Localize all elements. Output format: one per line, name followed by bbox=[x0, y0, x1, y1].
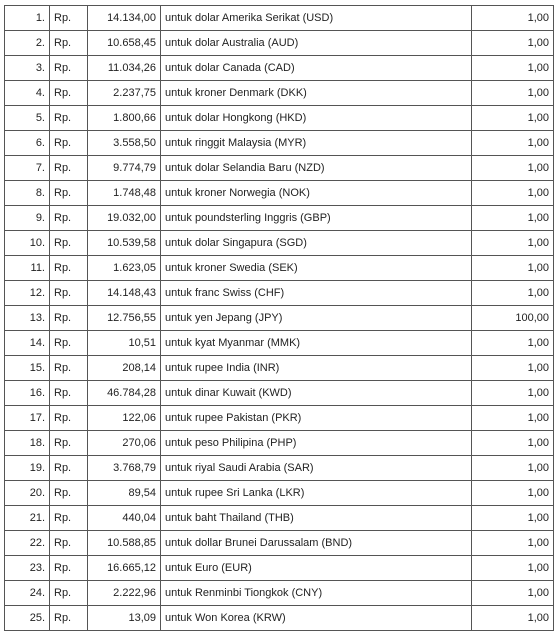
table-row bbox=[5, 256, 554, 281]
currency-prefix: Rp. bbox=[50, 281, 88, 306]
rate-value: 13,09 bbox=[88, 606, 161, 631]
currency-description: untuk peso Philipina (PHP) bbox=[161, 431, 472, 456]
rate-value: 208,14 bbox=[88, 356, 161, 381]
currency-prefix: Rp. bbox=[50, 331, 88, 356]
row-number: 11. bbox=[5, 256, 50, 281]
table-row bbox=[5, 6, 554, 31]
unit-amount: 1,00 bbox=[472, 106, 554, 131]
currency-prefix: Rp. bbox=[50, 356, 88, 381]
table-row bbox=[5, 431, 554, 456]
currency-description: untuk kroner Norwegia (NOK) bbox=[161, 181, 472, 206]
currency-prefix: Rp. bbox=[50, 406, 88, 431]
row-number: 3. bbox=[5, 56, 50, 81]
unit-amount: 1,00 bbox=[472, 381, 554, 406]
currency-description: untuk franc Swiss (CHF) bbox=[161, 281, 472, 306]
currency-description: untuk Won Korea (KRW) bbox=[161, 606, 472, 631]
currency-description: untuk Euro (EUR) bbox=[161, 556, 472, 581]
row-number: 7. bbox=[5, 156, 50, 181]
unit-amount: 100,00 bbox=[472, 306, 554, 331]
row-number: 21. bbox=[5, 506, 50, 531]
row-number: 17. bbox=[5, 406, 50, 431]
currency-prefix: Rp. bbox=[50, 256, 88, 281]
currency-prefix: Rp. bbox=[50, 581, 88, 606]
rate-value: 122,06 bbox=[88, 406, 161, 431]
rate-value: 1.800,66 bbox=[88, 106, 161, 131]
table-row bbox=[5, 456, 554, 481]
currency-prefix: Rp. bbox=[50, 6, 88, 31]
unit-amount: 1,00 bbox=[472, 206, 554, 231]
rate-value: 3.768,79 bbox=[88, 456, 161, 481]
table-row bbox=[5, 156, 554, 181]
rate-value: 1.748,48 bbox=[88, 181, 161, 206]
currency-prefix: Rp. bbox=[50, 231, 88, 256]
row-number: 22. bbox=[5, 531, 50, 556]
table-row bbox=[5, 106, 554, 131]
unit-amount: 1,00 bbox=[472, 231, 554, 256]
unit-amount: 1,00 bbox=[472, 606, 554, 631]
unit-amount: 1,00 bbox=[472, 331, 554, 356]
rate-value: 3.558,50 bbox=[88, 131, 161, 156]
table-row bbox=[5, 531, 554, 556]
row-number: 5. bbox=[5, 106, 50, 131]
table-row bbox=[5, 581, 554, 606]
currency-prefix: Rp. bbox=[50, 431, 88, 456]
row-number: 19. bbox=[5, 456, 50, 481]
unit-amount: 1,00 bbox=[472, 456, 554, 481]
currency-description: untuk riyal Saudi Arabia (SAR) bbox=[161, 456, 472, 481]
rate-value: 10,51 bbox=[88, 331, 161, 356]
unit-amount: 1,00 bbox=[472, 531, 554, 556]
row-number: 16. bbox=[5, 381, 50, 406]
row-number: 25. bbox=[5, 606, 50, 631]
currency-prefix: Rp. bbox=[50, 206, 88, 231]
row-number: 18. bbox=[5, 431, 50, 456]
rate-value: 10.658,45 bbox=[88, 31, 161, 56]
row-number: 8. bbox=[5, 181, 50, 206]
table-row bbox=[5, 556, 554, 581]
currency-description: untuk rupee Pakistan (PKR) bbox=[161, 406, 472, 431]
currency-description: untuk kroner Swedia (SEK) bbox=[161, 256, 472, 281]
currency-prefix: Rp. bbox=[50, 556, 88, 581]
currency-description: untuk Renminbi Tiongkok (CNY) bbox=[161, 581, 472, 606]
currency-prefix: Rp. bbox=[50, 156, 88, 181]
rate-value: 440,04 bbox=[88, 506, 161, 531]
table-row bbox=[5, 231, 554, 256]
row-number: 14. bbox=[5, 331, 50, 356]
table-row bbox=[5, 506, 554, 531]
currency-prefix: Rp. bbox=[50, 81, 88, 106]
currency-description: untuk dolar Canada (CAD) bbox=[161, 56, 472, 81]
table-row bbox=[5, 206, 554, 231]
unit-amount: 1,00 bbox=[472, 506, 554, 531]
row-number: 1. bbox=[5, 6, 50, 31]
table-row bbox=[5, 331, 554, 356]
unit-amount: 1,00 bbox=[472, 256, 554, 281]
unit-amount: 1,00 bbox=[472, 56, 554, 81]
table-row bbox=[5, 281, 554, 306]
rate-value: 14.134,00 bbox=[88, 6, 161, 31]
row-number: 20. bbox=[5, 481, 50, 506]
currency-prefix: Rp. bbox=[50, 31, 88, 56]
row-number: 23. bbox=[5, 556, 50, 581]
unit-amount: 1,00 bbox=[472, 356, 554, 381]
table-row bbox=[5, 31, 554, 56]
rate-value: 2.222,96 bbox=[88, 581, 161, 606]
table-row bbox=[5, 606, 554, 631]
currency-prefix: Rp. bbox=[50, 531, 88, 556]
row-number: 24. bbox=[5, 581, 50, 606]
unit-amount: 1,00 bbox=[472, 81, 554, 106]
currency-description: untuk baht Thailand (THB) bbox=[161, 506, 472, 531]
table-row bbox=[5, 356, 554, 381]
row-number: 4. bbox=[5, 81, 50, 106]
row-number: 13. bbox=[5, 306, 50, 331]
rate-value: 16.665,12 bbox=[88, 556, 161, 581]
currency-prefix: Rp. bbox=[50, 56, 88, 81]
currency-prefix: Rp. bbox=[50, 306, 88, 331]
currency-prefix: Rp. bbox=[50, 381, 88, 406]
exchange-rates-table bbox=[4, 5, 554, 631]
currency-description: untuk poundsterling Inggris (GBP) bbox=[161, 206, 472, 231]
rate-value: 14.148,43 bbox=[88, 281, 161, 306]
currency-description: untuk dolar Singapura (SGD) bbox=[161, 231, 472, 256]
rate-value: 10.539,58 bbox=[88, 231, 161, 256]
unit-amount: 1,00 bbox=[472, 281, 554, 306]
unit-amount: 1,00 bbox=[472, 481, 554, 506]
table-row bbox=[5, 131, 554, 156]
rate-value: 270,06 bbox=[88, 431, 161, 456]
table-row bbox=[5, 181, 554, 206]
unit-amount: 1,00 bbox=[472, 31, 554, 56]
currency-description: untuk dolar Hongkong (HKD) bbox=[161, 106, 472, 131]
currency-prefix: Rp. bbox=[50, 131, 88, 156]
unit-amount: 1,00 bbox=[472, 406, 554, 431]
currency-prefix: Rp. bbox=[50, 481, 88, 506]
rate-value: 1.623,05 bbox=[88, 256, 161, 281]
currency-prefix: Rp. bbox=[50, 181, 88, 206]
currency-description: untuk dolar Australia (AUD) bbox=[161, 31, 472, 56]
rate-value: 11.034,26 bbox=[88, 56, 161, 81]
table-row bbox=[5, 381, 554, 406]
rate-value: 89,54 bbox=[88, 481, 161, 506]
currency-description: untuk ringgit Malaysia (MYR) bbox=[161, 131, 472, 156]
rate-value: 19.032,00 bbox=[88, 206, 161, 231]
table-row bbox=[5, 56, 554, 81]
currency-prefix: Rp. bbox=[50, 506, 88, 531]
currency-prefix: Rp. bbox=[50, 106, 88, 131]
currency-description: untuk yen Jepang (JPY) bbox=[161, 306, 472, 331]
rate-value: 2.237,75 bbox=[88, 81, 161, 106]
currency-description: untuk dolar Amerika Serikat (USD) bbox=[161, 6, 472, 31]
currency-description: untuk kroner Denmark (DKK) bbox=[161, 81, 472, 106]
exchange-rates-body bbox=[5, 6, 554, 631]
currency-description: untuk dolar Selandia Baru (NZD) bbox=[161, 156, 472, 181]
currency-prefix: Rp. bbox=[50, 456, 88, 481]
row-number: 2. bbox=[5, 31, 50, 56]
table-row bbox=[5, 406, 554, 431]
currency-description: untuk rupee Sri Lanka (LKR) bbox=[161, 481, 472, 506]
unit-amount: 1,00 bbox=[472, 556, 554, 581]
unit-amount: 1,00 bbox=[472, 131, 554, 156]
rate-value: 9.774,79 bbox=[88, 156, 161, 181]
rate-value: 10.588,85 bbox=[88, 531, 161, 556]
unit-amount: 1,00 bbox=[472, 181, 554, 206]
row-number: 9. bbox=[5, 206, 50, 231]
table-row bbox=[5, 81, 554, 106]
currency-description: untuk dinar Kuwait (KWD) bbox=[161, 381, 472, 406]
rate-value: 46.784,28 bbox=[88, 381, 161, 406]
table-row bbox=[5, 481, 554, 506]
unit-amount: 1,00 bbox=[472, 581, 554, 606]
currency-description: untuk kyat Myanmar (MMK) bbox=[161, 331, 472, 356]
table-row bbox=[5, 306, 554, 331]
unit-amount: 1,00 bbox=[472, 431, 554, 456]
currency-prefix: Rp. bbox=[50, 606, 88, 631]
row-number: 12. bbox=[5, 281, 50, 306]
row-number: 15. bbox=[5, 356, 50, 381]
unit-amount: 1,00 bbox=[472, 6, 554, 31]
row-number: 6. bbox=[5, 131, 50, 156]
currency-description: untuk dollar Brunei Darussalam (BND) bbox=[161, 531, 472, 556]
row-number: 10. bbox=[5, 231, 50, 256]
currency-description: untuk rupee India (INR) bbox=[161, 356, 472, 381]
unit-amount: 1,00 bbox=[472, 156, 554, 181]
rate-value: 12.756,55 bbox=[88, 306, 161, 331]
